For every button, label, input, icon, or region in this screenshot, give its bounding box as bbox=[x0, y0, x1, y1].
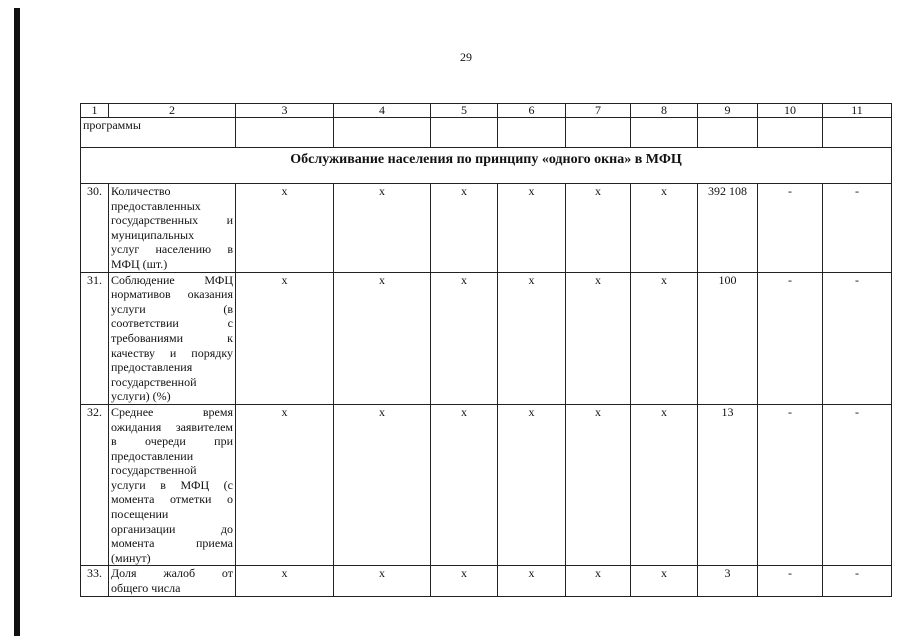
description-line: соответствии с bbox=[111, 316, 233, 331]
value-cell: - bbox=[758, 566, 823, 596]
column-number: 7 bbox=[566, 104, 631, 118]
row-number: 33. bbox=[81, 566, 109, 596]
description-line: посещении bbox=[111, 507, 169, 522]
row-number: 31. bbox=[81, 272, 109, 404]
continued-row bbox=[81, 118, 892, 148]
indicator-description bbox=[109, 566, 236, 596]
value-cell: x bbox=[498, 184, 566, 273]
value-cell: - bbox=[758, 404, 823, 566]
description-line: государственной bbox=[111, 374, 197, 389]
value-cell: - bbox=[758, 272, 823, 404]
row-number: 30. bbox=[81, 184, 109, 273]
description-line: ожидания заявителем bbox=[111, 419, 233, 434]
value-cell: 13 bbox=[698, 404, 758, 566]
description-line: (минут) bbox=[111, 550, 151, 565]
table-row bbox=[81, 566, 892, 596]
value-cell: x bbox=[431, 404, 498, 566]
table-row bbox=[81, 184, 892, 273]
value-cell: x bbox=[236, 566, 334, 596]
section-title: Обслуживание населения по принципу «одного окна» в МФЦ bbox=[81, 148, 892, 184]
table-row bbox=[81, 272, 892, 404]
value-cell: 100 bbox=[698, 272, 758, 404]
column-number: 10 bbox=[758, 104, 823, 118]
description-line: в очереди при bbox=[111, 434, 233, 449]
value-cell: x bbox=[236, 184, 334, 273]
value-cell: - bbox=[823, 566, 892, 596]
value-cell: x bbox=[631, 184, 698, 273]
value-cell: x bbox=[631, 272, 698, 404]
description-line: государственной bbox=[111, 463, 197, 478]
value-cell: - bbox=[823, 184, 892, 273]
description-line: услуг населению в bbox=[111, 242, 233, 257]
column-number: 5 bbox=[431, 104, 498, 118]
header-row bbox=[81, 104, 892, 118]
description-line: услуги в МФЦ (с bbox=[111, 477, 233, 492]
value-cell: 3 bbox=[698, 566, 758, 596]
description-line: качеству и порядку bbox=[111, 345, 233, 360]
description-line: предоставлении bbox=[111, 448, 194, 463]
description-line: момента отметки о bbox=[111, 492, 233, 507]
column-number: 4 bbox=[334, 104, 431, 118]
row-number: 32. bbox=[81, 404, 109, 566]
description-line: организации до bbox=[111, 521, 233, 536]
value-cell: x bbox=[498, 566, 566, 596]
value-cell: x bbox=[566, 272, 631, 404]
column-number: 9 bbox=[698, 104, 758, 118]
indicators-table bbox=[80, 103, 892, 597]
column-number: 6 bbox=[498, 104, 566, 118]
continued-text: программы bbox=[81, 118, 236, 148]
value-cell: x bbox=[566, 404, 631, 566]
description-line: государственных и bbox=[111, 213, 233, 228]
value-cell: - bbox=[823, 404, 892, 566]
description-line: Среднее время bbox=[111, 404, 233, 419]
value-cell: x bbox=[334, 184, 431, 273]
value-cell: x bbox=[498, 272, 566, 404]
value-cell: - bbox=[758, 184, 823, 273]
value-cell: x bbox=[236, 272, 334, 404]
description-line: Доля жалоб от bbox=[111, 566, 233, 581]
column-number: 3 bbox=[236, 104, 334, 118]
value-cell: x bbox=[431, 566, 498, 596]
page-number: 29 bbox=[460, 50, 472, 64]
value-cell: x bbox=[236, 404, 334, 566]
indicator-description bbox=[109, 184, 236, 273]
description-line: МФЦ (шт.) bbox=[111, 256, 168, 271]
value-cell: 392 108 bbox=[698, 184, 758, 273]
description-line: Количество bbox=[111, 184, 171, 198]
indicator-description bbox=[109, 272, 236, 404]
column-number: 1 bbox=[81, 104, 109, 118]
description-line: предоставления bbox=[111, 360, 193, 375]
indicator-description bbox=[109, 404, 236, 566]
value-cell: x bbox=[334, 566, 431, 596]
value-cell: x bbox=[566, 566, 631, 596]
description-line: требованиями к bbox=[111, 330, 233, 345]
value-cell: x bbox=[566, 184, 631, 273]
value-cell: - bbox=[823, 272, 892, 404]
value-cell: x bbox=[431, 184, 498, 273]
description-line: муниципальных bbox=[111, 227, 195, 242]
table-row bbox=[81, 404, 892, 566]
description-line: общего числа bbox=[111, 581, 181, 596]
column-number: 11 bbox=[823, 104, 892, 118]
value-cell: x bbox=[631, 404, 698, 566]
description-line: момента приема bbox=[111, 536, 233, 551]
value-cell: x bbox=[334, 272, 431, 404]
section-row bbox=[81, 148, 892, 184]
description-line: услуги (в bbox=[111, 301, 233, 316]
column-number: 8 bbox=[631, 104, 698, 118]
scan-edge-bar bbox=[14, 8, 20, 636]
description-line: предоставленных bbox=[111, 198, 201, 213]
description-line: Соблюдение МФЦ bbox=[111, 272, 233, 287]
value-cell: x bbox=[431, 272, 498, 404]
value-cell: x bbox=[631, 566, 698, 596]
value-cell: x bbox=[334, 404, 431, 566]
value-cell: x bbox=[498, 404, 566, 566]
description-line: нормативов оказания bbox=[111, 287, 233, 302]
description-line: услуги) (%) bbox=[111, 389, 171, 404]
column-number: 2 bbox=[109, 104, 236, 118]
